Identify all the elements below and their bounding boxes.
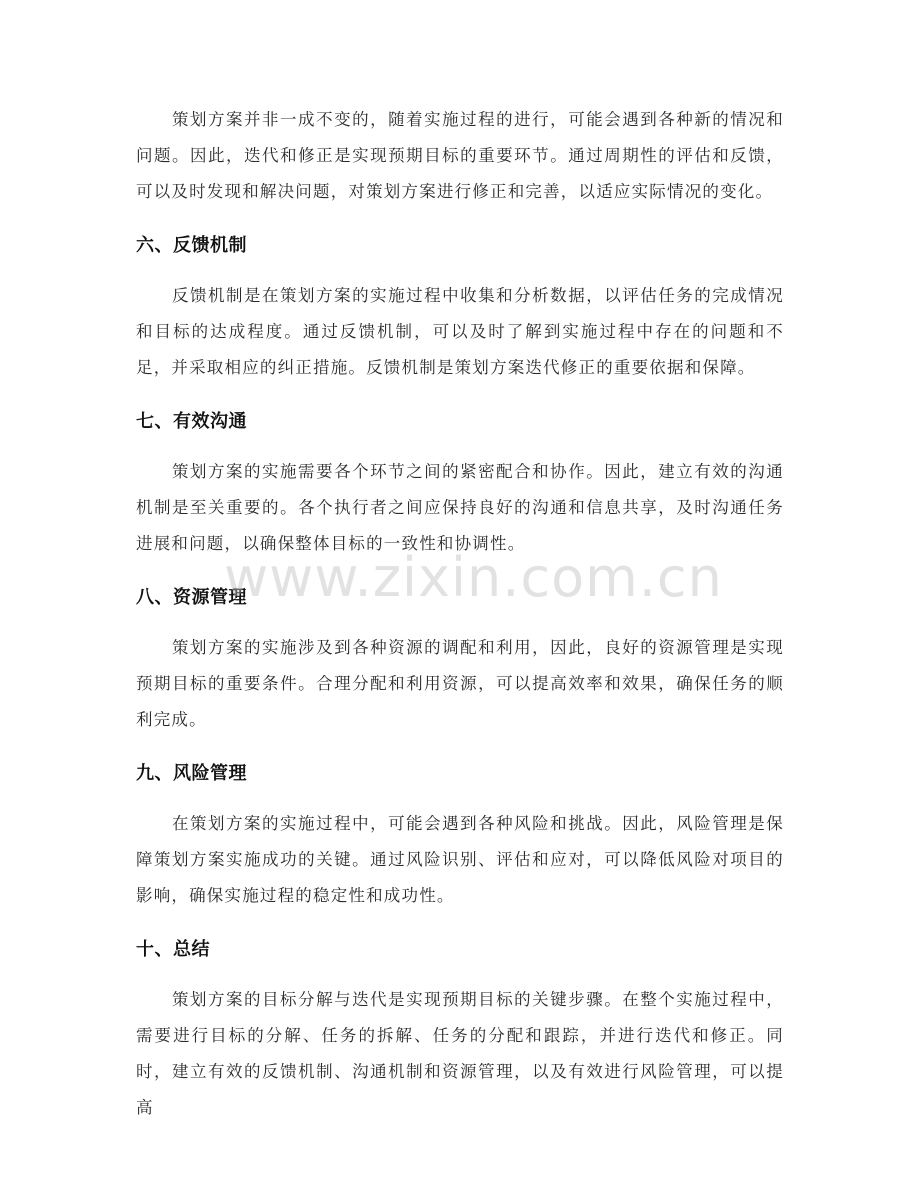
- section-paragraph-risk: 在策划方案的实施过程中，可能会遇到各种风险和挑战。因此，风险管理是保障策划方案实施成功的关键。通过风险识别、评估和应对，可以降低风险对项目的影响，确保实施过程的稳定性和成功性。: [136, 814, 784, 905]
- section-paragraph-feedback: 反馈机制是在策划方案的实施过程中收集和分析数据，以评估任务的完成情况和目标的达成程度。通过反馈机制，可以及时了解到实施过程中存在的问题和不足，并采取相应的纠正措施。反馈机制是策划方案迭代修正的重要依据和保障。: [136, 286, 784, 377]
- section-heading-resources: 八、资源管理: [136, 587, 247, 608]
- section-paragraph-resources: 策划方案的实施涉及到各种资源的调配和利用，因此，良好的资源管理是实现预期目标的重要条件。合理分配和利用资源，可以提高效率和效果，确保任务的顺利完成。: [136, 638, 784, 729]
- section-heading-risk: 九、风险管理: [136, 763, 247, 784]
- document-body: [136, 102, 784, 1126]
- intro-paragraph: 策划方案并非一成不变的，随着实施过程的进行，可能会遇到各种新的情况和问题。因此，迭代和修正是实现预期目标的重要环节。通过周期性的评估和反馈，可以及时发现和解决问题，对策划方案进行修正和完善，以适应实际情况的变化。: [136, 110, 784, 201]
- section-heading-feedback: 六、反馈机制: [136, 235, 247, 256]
- section-heading-summary: 十、总结: [136, 939, 210, 960]
- section-heading-communication: 七、有效沟通: [136, 411, 247, 432]
- watermark: www.zixin.com.cn: [224, 546, 723, 609]
- section-paragraph-communication: 策划方案的实施需要各个环节之间的紧密配合和协作。因此，建立有效的沟通机制是至关重要的。各个执行者之间应保持良好的沟通和信息共享，及时沟通任务进展和问题，以确保整体目标的一致性和协调性。: [136, 462, 784, 553]
- section-paragraph-summary: 策划方案的目标分解与迭代是实现预期目标的关键步骤。在整个实施过程中，需要进行目标的分解、任务的拆解、任务的分配和跟踪，并进行迭代和修正。同时，建立有效的反馈机制、沟通机制和资源管理，以及有效进行风险管理，可以提高: [136, 990, 784, 1117]
